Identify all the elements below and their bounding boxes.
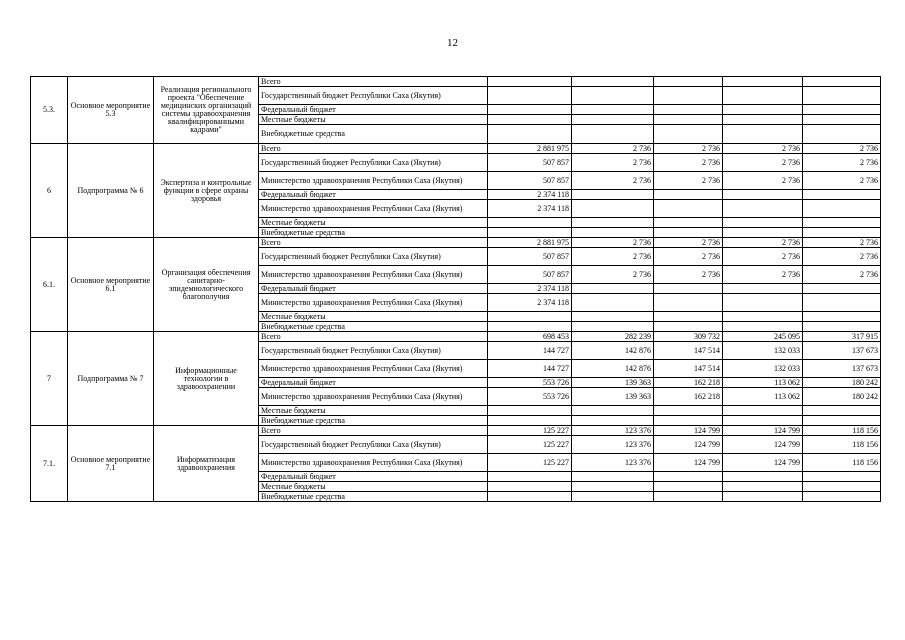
- amount-cell: [723, 77, 803, 87]
- amount-cell: 2 736: [803, 154, 881, 172]
- amount-cell: [572, 190, 654, 200]
- amount-cell: [654, 472, 723, 482]
- amount-cell: [723, 312, 803, 322]
- amount-cell: 309 732: [654, 332, 723, 342]
- amount-cell: 124 799: [654, 426, 723, 436]
- amount-cell: [723, 472, 803, 482]
- amount-cell: [654, 228, 723, 238]
- amount-cell: [723, 294, 803, 312]
- amount-cell: 2 736: [572, 248, 654, 266]
- funding-source: Местные бюджеты: [259, 482, 488, 492]
- amount-cell: 507 857: [488, 172, 572, 190]
- amount-cell: [654, 87, 723, 105]
- amount-cell: 137 673: [803, 360, 881, 378]
- section-name: Основное мероприятие 7.1: [68, 426, 154, 502]
- funding-source: Федеральный бюджет: [259, 105, 488, 115]
- amount-cell: 2 374 118: [488, 294, 572, 312]
- amount-cell: 2 736: [572, 172, 654, 190]
- funding-source: Местные бюджеты: [259, 406, 488, 416]
- amount-cell: 507 857: [488, 266, 572, 284]
- amount-cell: [572, 416, 654, 426]
- amount-cell: 2 736: [572, 266, 654, 284]
- funding-source: Министерство здравоохранения Республики Саха (Якутия): [259, 200, 488, 218]
- funding-source: Всего: [259, 238, 488, 248]
- funding-source: Федеральный бюджет: [259, 284, 488, 294]
- amount-cell: [572, 482, 654, 492]
- amount-cell: 2 736: [654, 154, 723, 172]
- amount-cell: 2 736: [723, 172, 803, 190]
- amount-cell: [803, 492, 881, 502]
- amount-cell: 144 727: [488, 342, 572, 360]
- amount-cell: 124 799: [723, 436, 803, 454]
- amount-cell: 2 736: [654, 248, 723, 266]
- amount-cell: [654, 482, 723, 492]
- amount-cell: 142 876: [572, 360, 654, 378]
- amount-cell: [723, 200, 803, 218]
- amount-cell: 282 239: [572, 332, 654, 342]
- amount-cell: 2 374 118: [488, 284, 572, 294]
- amount-cell: [803, 472, 881, 482]
- amount-cell: 144 727: [488, 360, 572, 378]
- amount-cell: [488, 312, 572, 322]
- amount-cell: [488, 482, 572, 492]
- amount-cell: 147 514: [654, 342, 723, 360]
- amount-cell: 2 736: [803, 248, 881, 266]
- amount-cell: [803, 294, 881, 312]
- amount-cell: [803, 228, 881, 238]
- amount-cell: [488, 77, 572, 87]
- amount-cell: 139 363: [572, 388, 654, 406]
- amount-cell: [488, 115, 572, 125]
- amount-cell: [803, 406, 881, 416]
- funding-source: Местные бюджеты: [259, 115, 488, 125]
- funding-source: Внебюджетные средства: [259, 125, 488, 144]
- amount-cell: [488, 492, 572, 502]
- amount-cell: 142 876: [572, 342, 654, 360]
- section-name: Основное мероприятие 6.1: [68, 238, 154, 332]
- table-row: [31, 77, 881, 87]
- amount-cell: [654, 416, 723, 426]
- amount-cell: [572, 312, 654, 322]
- amount-cell: 137 673: [803, 342, 881, 360]
- amount-cell: [488, 322, 572, 332]
- funding-source: Федеральный бюджет: [259, 378, 488, 388]
- amount-cell: [654, 322, 723, 332]
- amount-cell: [572, 218, 654, 228]
- amount-cell: [572, 200, 654, 218]
- funding-source: Министерство здравоохранения Республики Саха (Якутия): [259, 266, 488, 284]
- amount-cell: [572, 228, 654, 238]
- amount-cell: 125 227: [488, 436, 572, 454]
- funding-source: Государственный бюджет Республики Саха (Якутия): [259, 342, 488, 360]
- amount-cell: 2 736: [654, 144, 723, 154]
- amount-cell: 162 218: [654, 378, 723, 388]
- amount-cell: [803, 218, 881, 228]
- section-number: 7.1.: [31, 426, 68, 502]
- amount-cell: [488, 87, 572, 105]
- amount-cell: 124 799: [654, 436, 723, 454]
- section-number: 5.3.: [31, 77, 68, 144]
- amount-cell: [654, 200, 723, 218]
- funding-source: Внебюджетные средства: [259, 228, 488, 238]
- amount-cell: [488, 472, 572, 482]
- amount-cell: 132 033: [723, 342, 803, 360]
- amount-cell: 124 799: [723, 426, 803, 436]
- amount-cell: [654, 115, 723, 125]
- amount-cell: [803, 115, 881, 125]
- funding-source: Внебюджетные средства: [259, 492, 488, 502]
- amount-cell: [803, 482, 881, 492]
- amount-cell: 123 376: [572, 426, 654, 436]
- amount-cell: [572, 77, 654, 87]
- amount-cell: [803, 77, 881, 87]
- amount-cell: [803, 87, 881, 105]
- amount-cell: [488, 416, 572, 426]
- funding-source: Министерство здравоохранения Республики Саха (Якутия): [259, 172, 488, 190]
- funding-source: Всего: [259, 77, 488, 87]
- amount-cell: [654, 492, 723, 502]
- amount-cell: [488, 125, 572, 144]
- funding-source: Государственный бюджет Республики Саха (Якутия): [259, 436, 488, 454]
- funding-source: Министерство здравоохранения Республики Саха (Якутия): [259, 454, 488, 472]
- amount-cell: [572, 406, 654, 416]
- amount-cell: [572, 125, 654, 144]
- amount-cell: 2 736: [803, 144, 881, 154]
- amount-cell: [723, 406, 803, 416]
- amount-cell: [723, 87, 803, 105]
- amount-cell: 507 857: [488, 248, 572, 266]
- amount-cell: 139 363: [572, 378, 654, 388]
- table-row: [31, 144, 881, 154]
- amount-cell: 125 227: [488, 454, 572, 472]
- amount-cell: [723, 284, 803, 294]
- amount-cell: 698 453: [488, 332, 572, 342]
- funding-source: Всего: [259, 426, 488, 436]
- amount-cell: [723, 125, 803, 144]
- section-number: 6.1.: [31, 238, 68, 332]
- amount-cell: [654, 125, 723, 144]
- funding-source: Местные бюджеты: [259, 312, 488, 322]
- amount-cell: 2 736: [723, 154, 803, 172]
- section-name: Подпрограмма № 6: [68, 144, 154, 238]
- amount-cell: 2 736: [723, 144, 803, 154]
- amount-cell: 553 726: [488, 378, 572, 388]
- amount-cell: 2 736: [723, 266, 803, 284]
- amount-cell: [572, 472, 654, 482]
- amount-cell: 125 227: [488, 426, 572, 436]
- section-description: Информатизация здравоохранения: [154, 426, 259, 502]
- amount-cell: [723, 482, 803, 492]
- amount-cell: [803, 322, 881, 332]
- amount-cell: [723, 218, 803, 228]
- amount-cell: 2 736: [654, 238, 723, 248]
- amount-cell: [723, 115, 803, 125]
- funding-source: Федеральный бюджет: [259, 190, 488, 200]
- amount-cell: 180 242: [803, 388, 881, 406]
- amount-cell: 2 374 118: [488, 200, 572, 218]
- amount-cell: 113 062: [723, 378, 803, 388]
- amount-cell: [803, 416, 881, 426]
- amount-cell: [654, 77, 723, 87]
- section-description: Экспертиза и контрольные функции в сфере охраны здоровья: [154, 144, 259, 238]
- amount-cell: [488, 406, 572, 416]
- amount-cell: [723, 190, 803, 200]
- amount-cell: [803, 312, 881, 322]
- section-description: Реализация регионального проекта "Обеспечение медицинских организаций системы здравоохранения квалифицированными кадрами": [154, 77, 259, 144]
- amount-cell: 2 736: [654, 172, 723, 190]
- funding-source: Всего: [259, 144, 488, 154]
- amount-cell: 2 736: [723, 248, 803, 266]
- amount-cell: 2 736: [572, 144, 654, 154]
- amount-cell: [654, 312, 723, 322]
- amount-cell: 118 156: [803, 426, 881, 436]
- amount-cell: 2 736: [803, 238, 881, 248]
- amount-cell: 2 736: [572, 238, 654, 248]
- amount-cell: [654, 284, 723, 294]
- amount-cell: 2 736: [572, 154, 654, 172]
- amount-cell: [572, 115, 654, 125]
- page-number: 12: [447, 37, 458, 49]
- amount-cell: [572, 322, 654, 332]
- amount-cell: [654, 406, 723, 416]
- amount-cell: [488, 105, 572, 115]
- funding-source: Всего: [259, 332, 488, 342]
- amount-cell: [572, 294, 654, 312]
- funding-source: Министерство здравоохранения Республики Саха (Якутия): [259, 360, 488, 378]
- amount-cell: 162 218: [654, 388, 723, 406]
- amount-cell: [803, 105, 881, 115]
- amount-cell: 245 095: [723, 332, 803, 342]
- amount-cell: 113 062: [723, 388, 803, 406]
- amount-cell: 2 881 975: [488, 238, 572, 248]
- amount-cell: 123 376: [572, 454, 654, 472]
- funding-source: Внебюджетные средства: [259, 416, 488, 426]
- amount-cell: 553 726: [488, 388, 572, 406]
- amount-cell: [723, 228, 803, 238]
- amount-cell: [572, 492, 654, 502]
- amount-cell: 2 881 975: [488, 144, 572, 154]
- section-name: Подпрограмма № 7: [68, 332, 154, 426]
- amount-cell: 2 374 118: [488, 190, 572, 200]
- funding-source: Внебюджетные средства: [259, 322, 488, 332]
- amount-cell: [572, 87, 654, 105]
- section-number: 6: [31, 144, 68, 238]
- funding-source: Федеральный бюджет: [259, 472, 488, 482]
- funding-source: Государственный бюджет Республики Саха (Якутия): [259, 248, 488, 266]
- amount-cell: [803, 284, 881, 294]
- amount-cell: 507 857: [488, 154, 572, 172]
- amount-cell: [803, 200, 881, 218]
- section-description: Организация обеспечения санитарно-эпидемиологического благополучия: [154, 238, 259, 332]
- amount-cell: [803, 125, 881, 144]
- amount-cell: 2 736: [654, 266, 723, 284]
- amount-cell: 2 736: [803, 266, 881, 284]
- funding-source: Министерство здравоохранения Республики Саха (Якутия): [259, 294, 488, 312]
- table-row: [31, 426, 881, 436]
- amount-cell: [654, 105, 723, 115]
- amount-cell: 2 736: [723, 238, 803, 248]
- section-description: Информационные технологии в здравоохранении: [154, 332, 259, 426]
- amount-cell: [572, 284, 654, 294]
- section-number: 7: [31, 332, 68, 426]
- amount-cell: [723, 105, 803, 115]
- table-row: [31, 238, 881, 248]
- amount-cell: [572, 105, 654, 115]
- amount-cell: [803, 190, 881, 200]
- amount-cell: [488, 228, 572, 238]
- funding-source: Государственный бюджет Республики Саха (Якутия): [259, 154, 488, 172]
- amount-cell: 124 799: [723, 454, 803, 472]
- amount-cell: [723, 416, 803, 426]
- amount-cell: [488, 218, 572, 228]
- funding-source: Государственный бюджет Республики Саха (Якутия): [259, 87, 488, 105]
- amount-cell: [723, 492, 803, 502]
- funding-source: Министерство здравоохранения Республики Саха (Якутия): [259, 388, 488, 406]
- budget-table: [30, 76, 881, 502]
- amount-cell: 147 514: [654, 360, 723, 378]
- section-name: Основное мероприятие 5.3: [68, 77, 154, 144]
- amount-cell: 118 156: [803, 454, 881, 472]
- amount-cell: 132 033: [723, 360, 803, 378]
- amount-cell: 2 736: [803, 172, 881, 190]
- amount-cell: [723, 322, 803, 332]
- funding-source: Местные бюджеты: [259, 218, 488, 228]
- amount-cell: 118 156: [803, 436, 881, 454]
- amount-cell: [654, 218, 723, 228]
- amount-cell: 123 376: [572, 436, 654, 454]
- amount-cell: [654, 294, 723, 312]
- amount-cell: 180 242: [803, 378, 881, 388]
- amount-cell: [654, 190, 723, 200]
- amount-cell: 124 799: [654, 454, 723, 472]
- amount-cell: 317 915: [803, 332, 881, 342]
- table-row: [31, 332, 881, 342]
